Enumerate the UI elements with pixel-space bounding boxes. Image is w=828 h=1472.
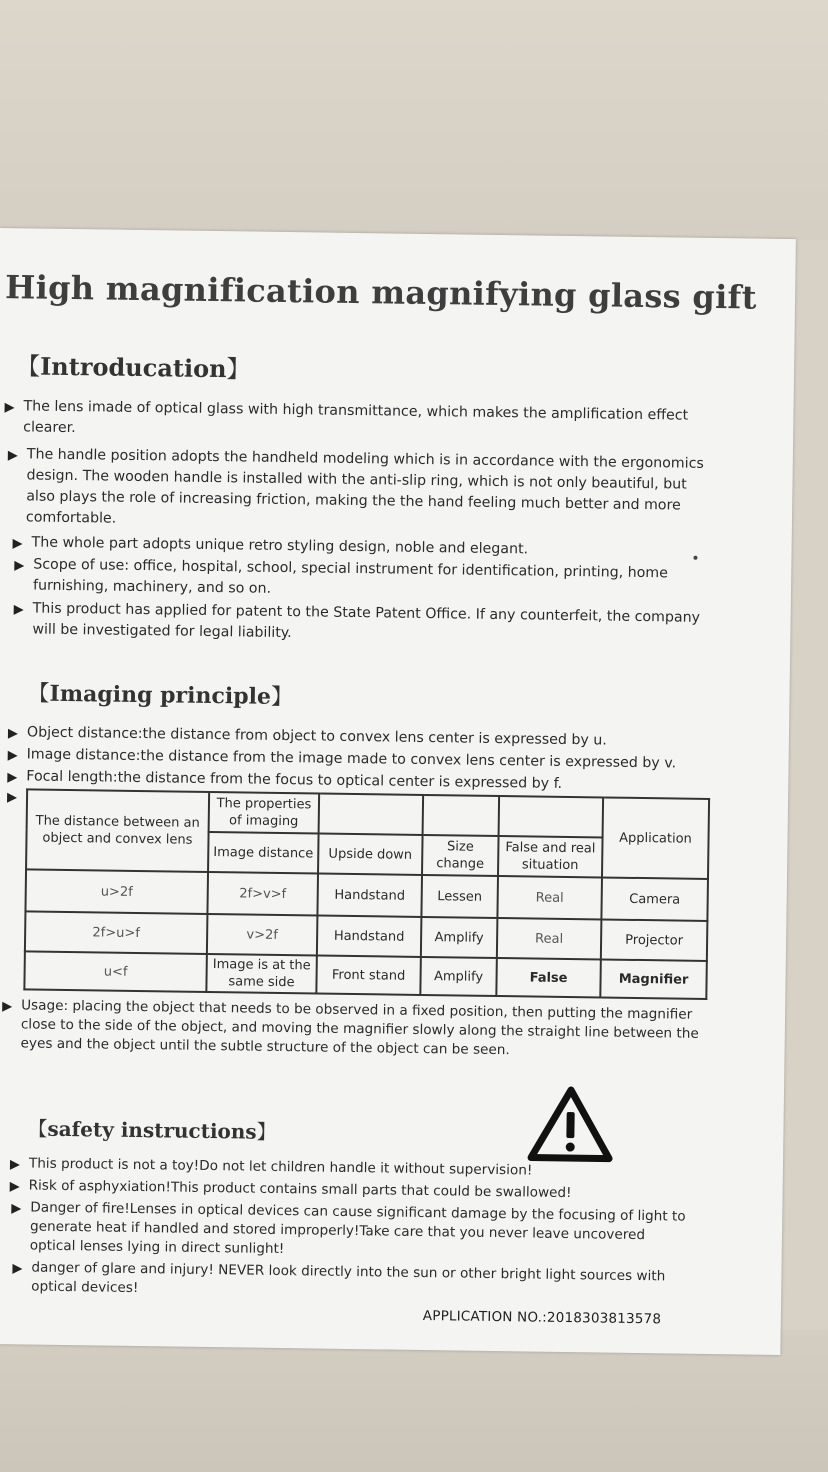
bullet-text: Focal length:the distance from the focus to optical center is expressed by f. (26, 768, 563, 792)
cell-image-distance: 2f>v>f (207, 872, 318, 916)
background-top (0, 0, 828, 240)
play-arrow-icon: ▶ (12, 1261, 23, 1277)
play-arrow-icon: ▶ (7, 448, 18, 464)
intro-bullet-2 (7, 444, 707, 537)
play-arrow-icon: ▶ (11, 1201, 22, 1217)
safety-bullet-4 (12, 1259, 691, 1306)
intro-bullet-1 (4, 396, 704, 447)
warning-triangle-icon (527, 1085, 614, 1162)
play-arrow-icon: ▶ (9, 1179, 20, 1195)
cell-object-distance: u>2f (25, 869, 208, 914)
cell-object-distance: u<f (24, 951, 207, 992)
play-arrow-icon: ▶ (7, 726, 19, 742)
play-arrow-icon: ▶ (7, 770, 18, 786)
cell-size-change: Lessen (421, 875, 498, 918)
cell-image-distance: Image is at the same side (206, 954, 317, 994)
cell-orientation: Front stand (316, 955, 421, 994)
play-arrow-icon: ▶ (7, 748, 18, 764)
bracket-right: 】 (256, 1119, 277, 1144)
heading-text: Introducation (39, 351, 227, 384)
header-distance: The distance between an object and convex lens (26, 789, 209, 872)
play-arrow-icon: ▶ (12, 536, 23, 552)
play-arrow-icon: ▶ (9, 1157, 21, 1173)
document-title: High magnification magnifying glass gift (4, 268, 757, 317)
application-number: APPLICATION NO.:2018303813578 (422, 1308, 662, 1328)
cell-image-distance: v>2f (207, 914, 318, 956)
bracket-left: 【 (27, 1116, 48, 1141)
intro-bullet-5 (13, 598, 713, 649)
bullet-text: The handle position adopts the handheld modeling which is in accordance with the ergonomics design. The wooden handle is installed with the anti-slip ring, which is not only beautiful, but also plays the role of increasing friction, making the the hand feeling much better and more comfortable. (25, 446, 704, 527)
cell-orientation: Handstand (317, 915, 422, 956)
imaging-table (23, 788, 710, 1000)
heading-text: Imaging principle (49, 680, 272, 710)
header-upside-down: Upside down (318, 834, 423, 875)
header-false-real: False and real situation (498, 836, 603, 877)
bullet-text: Object distance:the distance from object to convex lens center is expressed by u. (26, 724, 607, 749)
cell-real-false: False (496, 958, 601, 997)
header-image-distance: Image distance (208, 832, 319, 874)
cell-orientation: Handstand (317, 874, 422, 917)
header-application: Application (602, 797, 709, 878)
bullet-text: The lens imade of optical glass with high transmittance, which makes the amplification effect clearer. (23, 398, 689, 437)
bracket-right: 】 (226, 355, 251, 384)
cell-object-distance: 2f>u>f (25, 911, 208, 954)
section-heading-safety (27, 1112, 277, 1144)
cell-application: Camera (601, 877, 708, 920)
header-properties: The properties of imaging (209, 792, 320, 834)
cell-size-change: Amplify (420, 957, 497, 996)
bracket-left: 【 (27, 681, 50, 707)
bullet-text: danger of glare and injury! NEVER look directly into the sun or other bright light sources with optical devices! (31, 1259, 666, 1297)
play-arrow-icon: ▶ (4, 400, 15, 416)
header-empty (319, 794, 424, 835)
cell-application: Magnifier (600, 959, 707, 998)
usage-paragraph (2, 996, 701, 1062)
header-empty (423, 795, 500, 836)
bullet-text: This product has applied for patent to the State Patent Office. If any counterfeit, the company will be investigated for legal liability. (32, 600, 701, 642)
table-row (24, 951, 706, 999)
bullet-text: The whole part adopts unique retro styling design, noble and elegant. (31, 534, 529, 558)
play-arrow-icon: ▶ (6, 790, 18, 806)
play-arrow-icon: ▶ (2, 999, 13, 1015)
instruction-sheet (0, 228, 796, 1355)
section-heading-intro (16, 346, 251, 384)
bullet-text: This product is not a toy!Do not let children handle it without supervision! (28, 1155, 533, 1179)
play-arrow-icon: ▶ (14, 558, 25, 574)
usage-text: Usage: placing the object that needs to be observed in a fixed position, then putting the magnifier close to the side of the object, and moving the magnifier slowly along the straight line between the eyes and the object until the subtle structure of the object can be seen. (20, 997, 699, 1059)
intro-bullet-4 (14, 554, 714, 605)
print-speck (693, 556, 697, 560)
bullet-text: Risk of asphyxiation!This product contains small parts that could be swallowed! (28, 1177, 572, 1202)
cell-application: Projector (601, 919, 708, 960)
header-size-change: Size change (422, 835, 499, 876)
header-empty (499, 796, 604, 837)
cell-real-false: Real (497, 918, 602, 959)
cell-size-change: Amplify (421, 917, 498, 958)
bracket-right: 】 (270, 684, 294, 711)
section-heading-imaging (27, 676, 293, 711)
bullet-text: Image distance:the distance from the image made to convex lens center is expressed by v. (26, 746, 677, 772)
bullet-text: Danger of fire!Lenses in optical devices can cause significant damage by the focusing of light to generate heat if handled and stored improperly!Take care that you never leave uncovered optical lenses lying in direct sunlight! (29, 1199, 686, 1258)
bracket-left: 【 (15, 352, 41, 381)
table-header-row-1 (27, 789, 709, 839)
play-arrow-icon: ▶ (13, 602, 24, 618)
bullet-text: Scope of use: office, hospital, school, special instrument for identification, printing, home furnishing, machinery, and so on. (32, 556, 669, 597)
cell-real-false: Real (497, 876, 602, 919)
safety-bullet-3 (11, 1199, 691, 1265)
heading-text: safety instructions (47, 1116, 257, 1144)
